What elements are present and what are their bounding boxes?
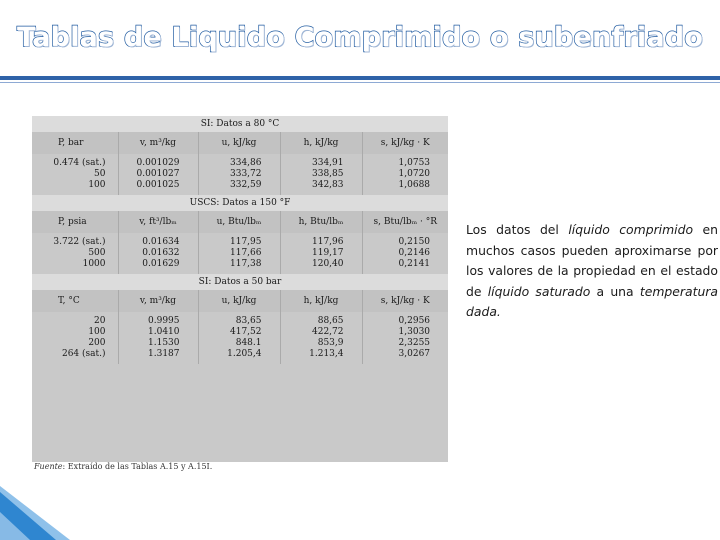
table-cell: 1.1530 xyxy=(118,338,198,349)
table-section-caption: USCS: Datos a 150 °F xyxy=(32,195,448,211)
table-cell: 334,86 xyxy=(198,154,280,169)
table-column-header: s, Btu/lbₘ · °R xyxy=(362,211,448,233)
table-cell: 1.213,4 xyxy=(280,349,362,364)
table-cell: 119,17 xyxy=(280,248,362,259)
table-cell: 20 xyxy=(94,316,106,326)
table-cell: 83,65 xyxy=(198,312,280,327)
explanation-paragraph xyxy=(466,220,718,323)
table-row xyxy=(32,338,448,349)
table-cell: 1.3187 xyxy=(118,349,198,364)
table-cell: 848.1 xyxy=(198,338,280,349)
table-column-header: s, kJ/kg · K xyxy=(362,290,448,312)
table-cell: 0.01634 xyxy=(118,233,198,248)
table-cell: 422,72 xyxy=(280,327,362,338)
table-cell: 0.001029 xyxy=(118,154,198,169)
table-cell: 342,83 xyxy=(280,180,362,195)
table-column-header: u, kJ/kg xyxy=(198,132,280,154)
corner-decoration xyxy=(0,486,80,540)
table-section-caption: SI: Datos a 80 °C xyxy=(32,116,448,132)
property-table xyxy=(32,116,448,364)
source-label: Fuente xyxy=(34,462,63,471)
table-column-header: u, kJ/kg xyxy=(198,290,280,312)
table-cell: 0.9995 xyxy=(118,312,198,327)
table-cell: 200 xyxy=(88,338,106,348)
table-column-header: h, Btu/lbₘ xyxy=(280,211,362,233)
table-column-header: h, kJ/kg xyxy=(280,132,362,154)
table-cell: 500 xyxy=(88,248,106,258)
table-header-row xyxy=(32,290,448,312)
table-section-caption: SI: Datos a 50 bar xyxy=(32,274,448,290)
table-cell: 0,2956 xyxy=(362,312,448,327)
table-cell: 117,96 xyxy=(280,233,362,248)
table-section-caption-row xyxy=(32,116,448,132)
table-cell: 1,0720 xyxy=(362,169,448,180)
source-text: : Extraído de las Tablas A.15 y A.15I. xyxy=(62,462,213,471)
table-cell: 100 xyxy=(88,327,106,337)
table-cell: 117,95 xyxy=(198,233,280,248)
title-underline-thin xyxy=(0,82,720,83)
table-cell: 1,3030 xyxy=(362,327,448,338)
table-cell: 333,72 xyxy=(198,169,280,180)
table-cell: 1.0410 xyxy=(118,327,198,338)
table-cell: 0.01632 xyxy=(118,248,198,259)
table-row xyxy=(32,154,448,169)
table-cell: 0,2150 xyxy=(362,233,448,248)
paragraph-text-1: Los datos del xyxy=(466,222,569,237)
table-cell: 100 xyxy=(88,180,106,190)
table-column-header: T, °C xyxy=(32,290,118,312)
table-cell: 417,52 xyxy=(198,327,280,338)
table-cell: 117,66 xyxy=(198,248,280,259)
table-row xyxy=(32,180,448,195)
slide-title: Tablas de Liquido Comprimido o subenfriado xyxy=(17,22,703,53)
table-column-header: s, kJ/kg · K xyxy=(362,132,448,154)
table-cell: 334,91 xyxy=(280,154,362,169)
table-cell: 853,9 xyxy=(280,338,362,349)
table-row xyxy=(32,349,448,364)
table-cell: 0,2141 xyxy=(362,259,448,274)
table-row xyxy=(32,169,448,180)
table-row xyxy=(32,327,448,338)
table-column-header: P, bar xyxy=(32,132,118,154)
table-row xyxy=(32,233,448,248)
table-column-header: v, m³/kg xyxy=(118,132,198,154)
paragraph-em-compressed-liquid: líquido comprimido xyxy=(568,222,694,237)
table-header-row xyxy=(32,211,448,233)
title-underline xyxy=(0,76,720,80)
table-cell: 3,0267 xyxy=(362,349,448,364)
table-cell: 338,85 xyxy=(280,169,362,180)
table-cell: 88,65 xyxy=(280,312,362,327)
table-cell: 3.722 (sat.) xyxy=(53,237,106,247)
table-row xyxy=(32,312,448,327)
table-section-caption-row xyxy=(32,274,448,290)
table-column-header: v, ft³/lbₘ xyxy=(118,211,198,233)
table-cell: 1.205,4 xyxy=(198,349,280,364)
table-column-header: h, kJ/kg xyxy=(280,290,362,312)
table-row xyxy=(32,259,448,274)
table-column-header: P, psia xyxy=(32,211,118,233)
table-cell: 0.001025 xyxy=(118,180,198,195)
table-source-note xyxy=(34,462,212,471)
paragraph-text-2: en muchos casos pueden aproximarse por los valores de la propiedad en el estado de xyxy=(466,222,718,299)
table-cell: 0.001027 xyxy=(118,169,198,180)
paragraph-text-3: a una xyxy=(590,283,640,299)
table-cell: 50 xyxy=(94,169,106,179)
table-header-row xyxy=(32,132,448,154)
table-cell: 1,0688 xyxy=(362,180,448,195)
table-cell: 2,3255 xyxy=(362,338,448,349)
table-cell: 264 (sat.) xyxy=(61,349,106,359)
table-row xyxy=(32,248,448,259)
table-cell: 0.01629 xyxy=(118,259,198,274)
table-column-header: v, m³/kg xyxy=(118,290,198,312)
table-cell: 332,59 xyxy=(198,180,280,195)
compressed-liquid-table-image xyxy=(32,116,448,462)
paragraph-em-given-temperature: temperatura dada. xyxy=(466,283,718,319)
table-column-header: u, Btu/lbₘ xyxy=(198,211,280,233)
table-cell: 1,0753 xyxy=(362,154,448,169)
table-cell: 117,38 xyxy=(198,259,280,274)
table-section-caption-row xyxy=(32,195,448,211)
table-cell: 0.474 (sat.) xyxy=(53,158,106,168)
table-cell: 1000 xyxy=(82,259,106,269)
table-cell: 120,40 xyxy=(280,259,362,274)
table-cell: 0,2146 xyxy=(362,248,448,259)
paragraph-em-saturated-liquid: líquido saturado xyxy=(487,283,591,299)
